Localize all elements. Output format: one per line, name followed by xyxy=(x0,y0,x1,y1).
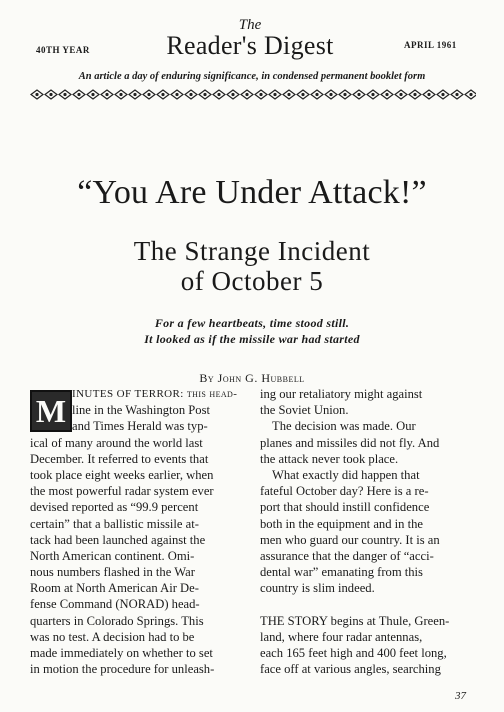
body-line: assurance that the danger of “acci- xyxy=(260,548,434,563)
body-line: ing our retaliatory might against xyxy=(260,387,423,401)
body-line: INUTES OF TERROR: this head- xyxy=(72,388,238,400)
body-line: port that should instill confidence xyxy=(260,500,430,515)
body-line: land, where four radar antennas, xyxy=(260,629,423,644)
body-line: certain” that a ballistic missile at- xyxy=(30,516,199,531)
body-line: North American continent. Omi- xyxy=(30,548,195,563)
body-line: made immediately on whether to set xyxy=(30,646,213,660)
masthead-title: Reader's Digest xyxy=(166,31,334,60)
body-line: THE STORY begins at Thule, Green- xyxy=(260,613,450,628)
body-line: planes and missiles did not fly. And xyxy=(260,435,440,450)
body-line: took place eight weeks earlier, when xyxy=(30,467,214,482)
article-headline: “You Are Under Attack!” xyxy=(77,174,427,211)
body-line: nous numbers flashed in the War xyxy=(30,565,195,580)
masthead-the: The xyxy=(238,17,262,33)
byline xyxy=(20,371,484,386)
masthead-tagline: An article a day of enduring significance, in condensed permanent booklet form xyxy=(78,71,426,82)
body-line: the attack never took place. xyxy=(260,451,399,466)
body-left-column xyxy=(30,386,255,677)
article-dek-line2: It looked as if the missile war had started xyxy=(144,332,360,346)
drop-cap: M xyxy=(30,390,72,432)
body-line: the most powerful radar system ever xyxy=(30,484,214,499)
body-line: the Soviet Union. xyxy=(260,403,349,418)
article-subtitle-line2: of October 5 xyxy=(180,266,324,296)
ornament-border xyxy=(30,89,476,100)
body-line: fense Command (NORAD) head- xyxy=(30,597,200,612)
masthead-date: APRIL 1961 xyxy=(404,40,457,50)
body-line: face off at various angles, searching xyxy=(260,662,441,677)
body-line: devised reported as “99.9 percent xyxy=(30,500,199,515)
body-line: men who guard our country. It is an xyxy=(260,532,440,547)
body-line: What exactly did happen that xyxy=(272,467,420,482)
body-line: both in the equipment and in the xyxy=(260,516,423,531)
body-line: ical of many around the world last xyxy=(30,435,203,450)
body-line: in motion the procedure for unleash- xyxy=(30,662,215,677)
byline-prefix: By xyxy=(199,371,215,385)
body-line: and Times Herald was typ- xyxy=(72,419,208,434)
body-line: tack had been launched against the xyxy=(30,532,206,547)
article-subtitle-line1: The Strange Incident xyxy=(133,236,371,266)
body-line: was no test. A decision had to be xyxy=(30,629,195,644)
article-dek-line1: For a few heartbeats, time stood still. xyxy=(154,316,350,330)
byline-name: John G. Hubbell xyxy=(217,371,305,385)
body-line: country is slim indeed. xyxy=(260,581,375,596)
body-line: line in the Washington Post xyxy=(72,403,210,418)
body-line xyxy=(260,596,480,612)
body-right-column xyxy=(260,386,480,677)
body-line: dental war” emanating from this xyxy=(260,565,423,580)
body-line: The decision was made. Our xyxy=(272,419,416,434)
body-line: each 165 feet high and 400 feet long, xyxy=(260,646,447,660)
masthead-year: 40TH YEAR xyxy=(36,45,90,55)
body-line: quarters in Colorado Springs. This xyxy=(30,613,204,628)
page-number: 37 xyxy=(455,690,466,702)
body-line: fateful October day? Here is a re- xyxy=(260,484,429,499)
body-line: December. It referred to events that xyxy=(30,451,209,466)
body-line: Room at North American Air De- xyxy=(30,581,199,596)
